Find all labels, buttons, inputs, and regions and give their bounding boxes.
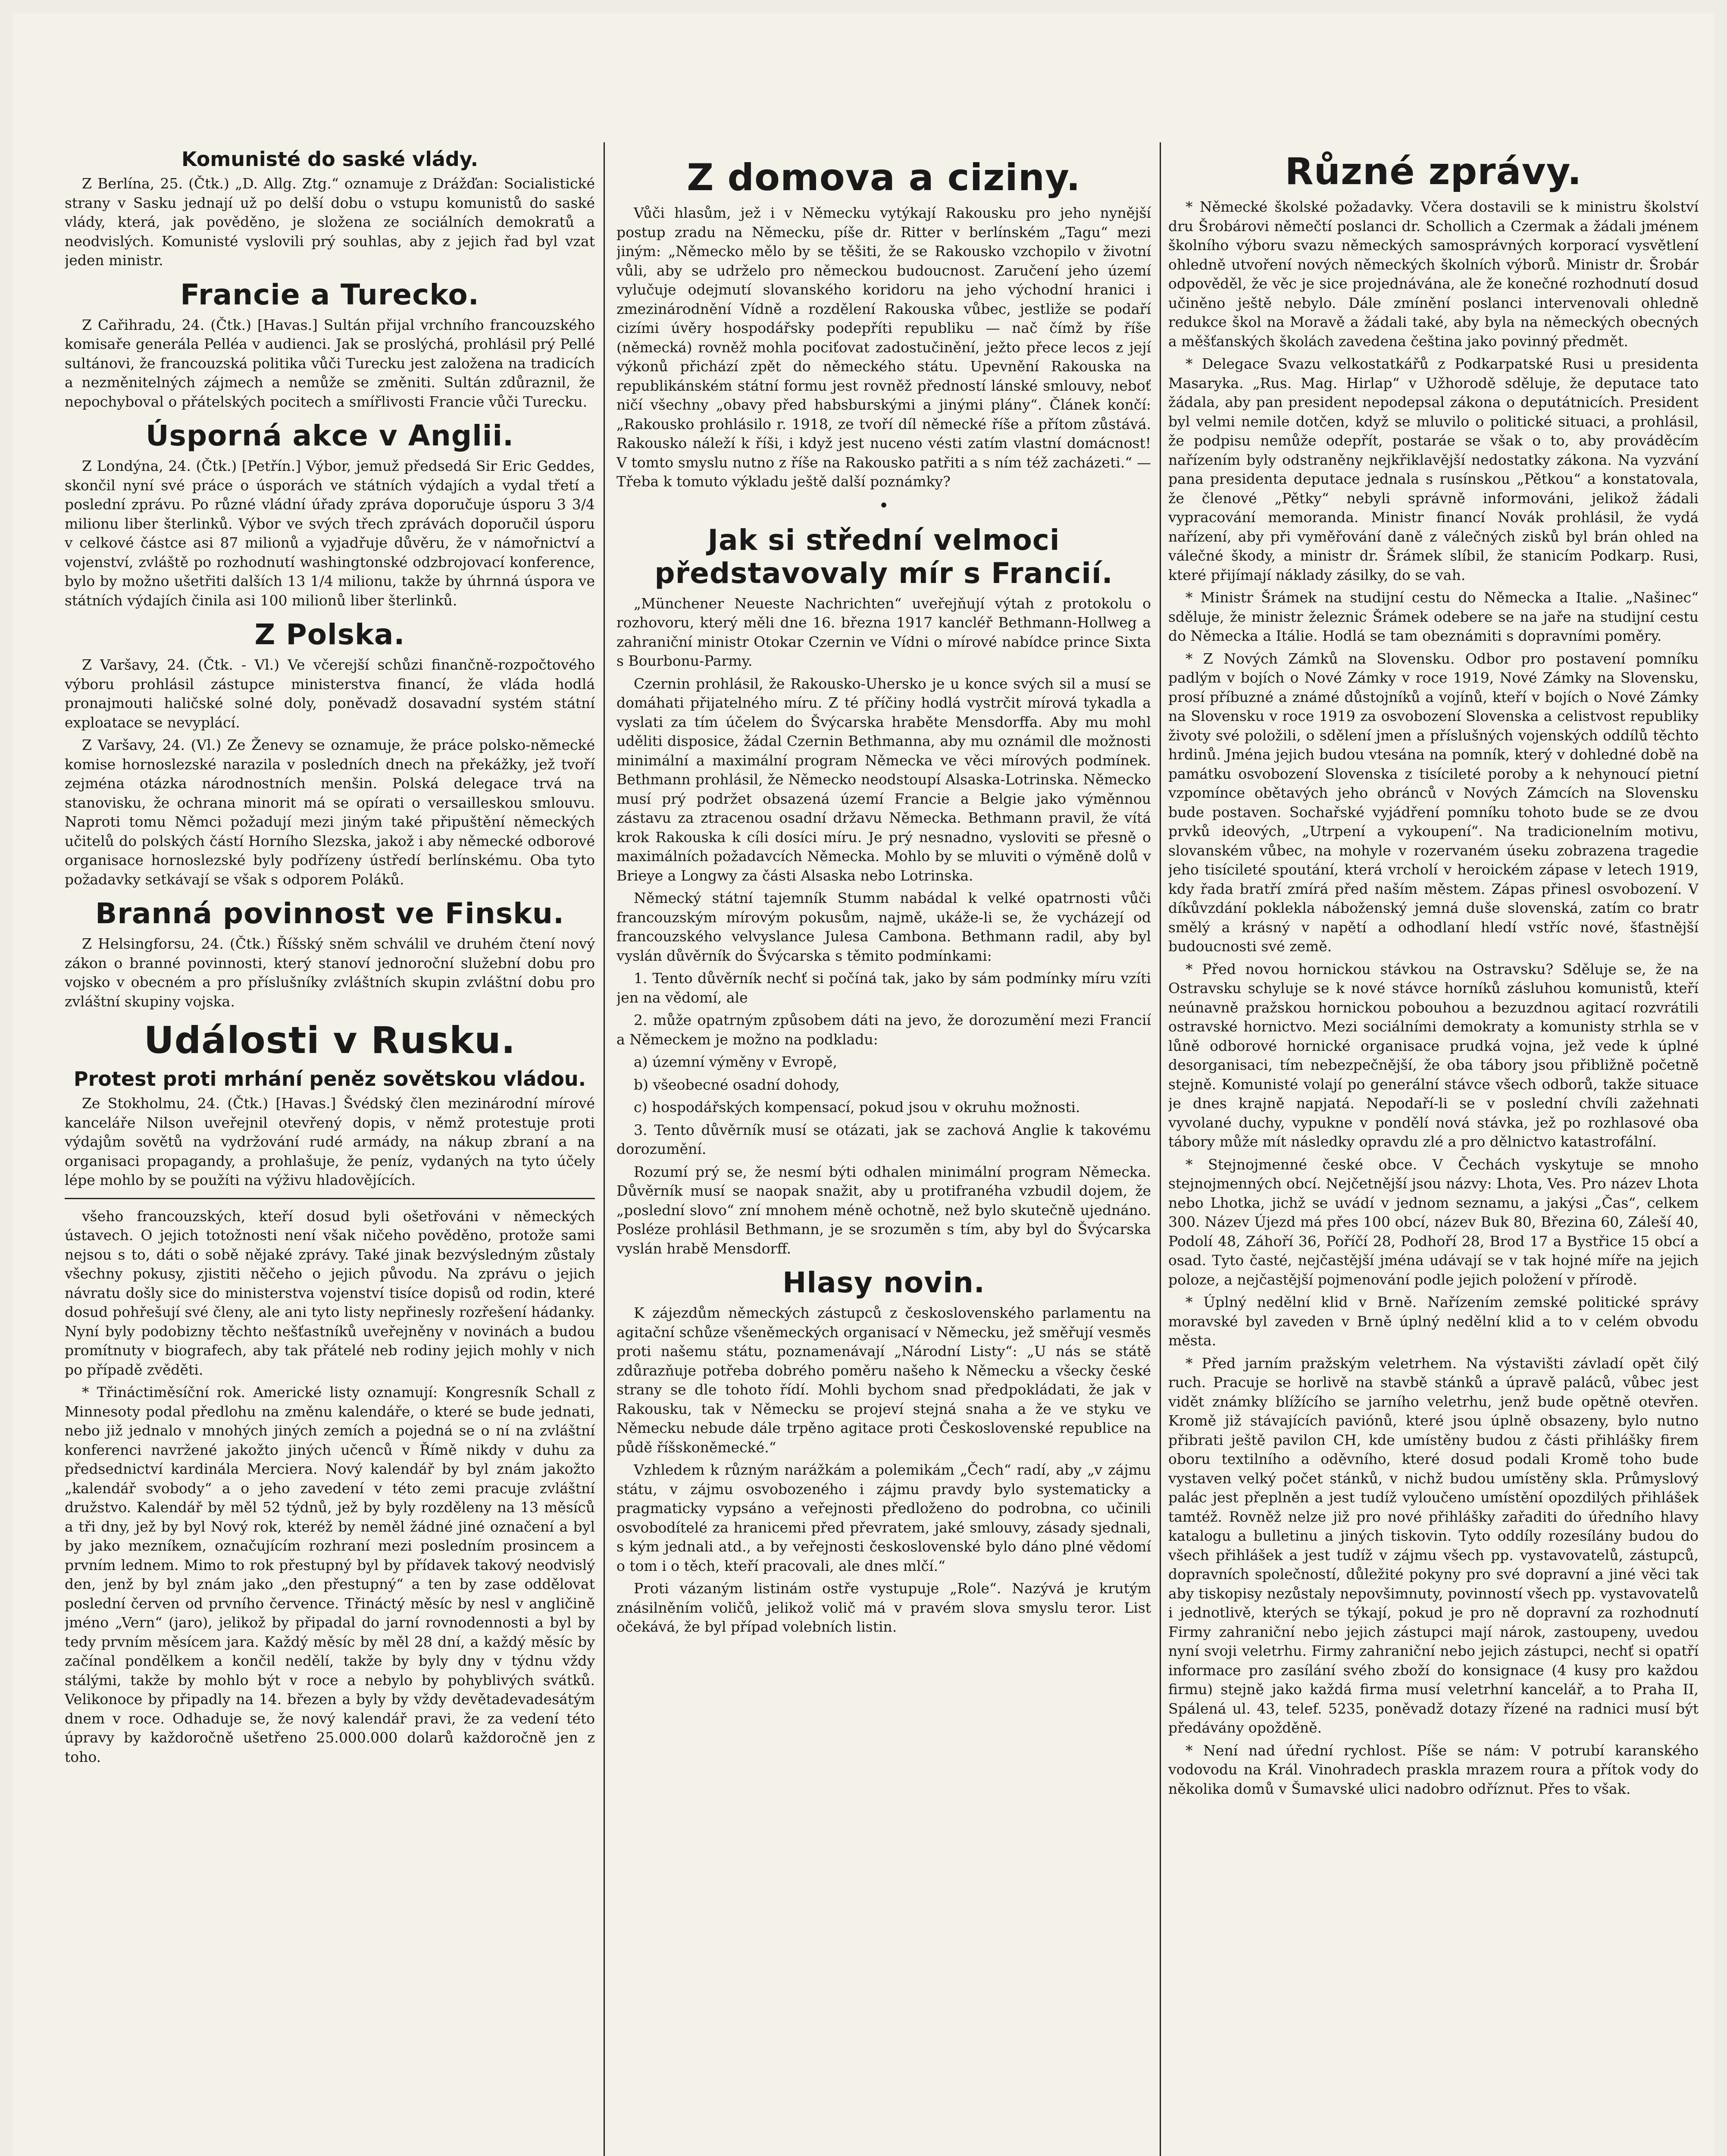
article-velmoci-5: 2. může opatrným způsobem dáti na jevo, že dorozumění mezi Francií a Německem je možno na podkladu: [616,1012,1151,1048]
article-zamky: * Z Nových Zámků na Slovensku. Odbor pro postavení pomníku padlým v bojích o Nové Zámky v roce 1919, Nové Zámky na Slovensku, prosí příbuzné a známé důstojníků a vojínů, kteří v bojích o Nové Zámky na Slovensku v roce 1919 za osvobození Slovenska a celistvost republiky životy své položili, o sdělení jmen a příslušných vojenských oddílů těchto hrdinů. Jména jejich budou vtesána na pomník, který v dohledné době na památku osvobození Slovenska z tisícileté poroby a k nehynoucí pietní vzpomínce obětavých jeho obránců v Nových Zámcích na Slovensku bude postaven. Sochařské vyjádření pomníku tohoto bude se ze dvou prvků ideových, „Utrpení a vykoupení“. Na tradicionelním motivu, slovanském vůbec, na mohyle v rozervaném úseku zobrazena tragedie jeho tisícileté spoutání, která vrcholí v heroickém zápase v letech 1919, kdy řada bratří zmírá před naším městem. Zápas přinesl osvobození. V díkůvzdání poklekla náboženský jemná duše slovenská, zatím co bratr smělý a krásný v napětí a odhodlaní hledí vstříc nové, šťastnější budoucnosti své země. [1168,650,1699,955]
column-right [1168,142,1699,2156]
heading-domova: Z domova a ciziny. [687,156,1081,199]
heading-ruzne: Různé zprávy. [1285,150,1582,193]
article-obce: * Stejnojmenné české obce. V Čechách vyskytuje se mnoho stejnojmenných obcí. Nejčetnější jsou názvy: Lhota, Ves. Pro název Lhota nebo Lhotka, jichž se uvádí v jednom seznamu, a jakýsi „Čas“, celkem 300. Název Újezd má přes 100 obcí, název Buk 80, Březina 60, Záleší 40, Podolí 48, Záhoří 36, Poříčí 28, Podhoří 28, Brod 17 a Bystřice 15 obcí a osad. Tyto časté, nejčastější jména udávají se v tak hojné míře na jejich poloze, a nejčastější pojmenování podle jejich položení v přírodě. [1168,1156,1699,1288]
article-hlasy-3: Proti vázaným listinám ostře vystupuje „Role“. Nazývá je krutým znásilněním voličů, jelikož volič má v pravém slova smyslu teror. List očekává, že byl případ volebních listin. [616,1580,1151,1635]
heading-anglie: Úsporná akce v Anglii. [145,419,514,452]
article-finsko: Z Helsingforsu, 24. (Čtk.) Říšský sněm schválil ve druhém čtení nový zákon o branné povinnosti, který stanoví jednoroční služební dobu pro vojsko v obecném a pro příslušníky zvláštních skupin zvláštní dobu pro zvláštní skupiny vojska. [65,935,595,1010]
article-velmoci-4: 1. Tento důvěrník nechť si počíná tak, jako by sám podmínky míru vzíti jen na vědomí, ale [616,970,1151,1006]
column-left [65,142,595,2156]
article-veletrh: * Před jarním pražským veletrhem. Na výstavišti závladí opět čilý ruch. Pracuje se horlivě na stavbě stánků a úpravě paláců, vůbec jest vidět známky blížícího se jarního veletrhu, jenž bude opětně otevřen. Kromě již stávajících paviónů, které jsou úplně obsazeny, bylo nutno přibrati ještě pavilon CH, kde umístěny budou z části přihlášky firem oboru textilního a oděvního, které dosud podali Kromě toho bude vystaven velký počet stánků, v nichž budou umístěny skla. Průmyslový palác jest přeplněn a jest tudíž vyloučeno umístění opozdilých přihlášek tamtéž. Rovněž nelze již pro nové přihlášky zařaditi do úředního hlavy katalogu a bulletinu a jiných tiskovin. Tyto oddíly rozesílány budou do všech přihlášek a jest tudíž v zájmu všech pp. vystavovatelů, zástupců, dopravních společností, důležité pokyny pro své dopravní a jiné věci tak aby tiskopisy nezůstaly nepovšimnuty, povinností všech pp. vystavovatelů i jednotlivě, kterých se týkají, pokud je pro ně dopravní za rozhodnutí Firmy zahraniční nebo jejich zástupci mají nárok, zastoupeny, uvedou nyní svoji veletrhu. Firmy zahraniční nebo jejich zástupci, nechť si opatří informace pro zasílání svého zboží do konsignace (4 kusy pro každou firmu) stejně jako každá firma musí veletrhní kancelář, a to Praha II, Spálená ul. 43, telef. 5235, poněvadž dotazy řízené na radnici musí být předávány opožděně. [1168,1354,1699,1736]
article-velmoci-7: b) všeobecné osadní dohody, [634,1076,840,1093]
article-hlasy-1: K zájezdům německých zástupců z československého parlamentu na agitační schůze všeněmeckých organisací v Německu, jež směřují vesměs proti našemu státu, poznamenávají „Národní Listy“: „U nás se státě zdůrazňuje potřeba dobrého poměru našeho k Německu a všecky české strany se dle tohoto řídí. Mohli bychom snad předpokládati, že jak v Rakousku, tak v Německu se projeví stejná snaha a že ve styku ve Německu nebude dále trpěno agitace proti Československé republice na půdě říšskoněmecké.“ [616,1304,1151,1456]
article-kalendar: * Třináctiměsíční rok. Americké listy oznamují: Kongresník Schall z Minnesoty podal předlohu na změnu kalendáře, o které se bude jednati, nebo již jednalo v mnohých jiných zemích a pojedná se o ní na zvláštní konferenci navržené jakožto jiných učenců v Římě nikdy v duhu za předsednictví kardinála Merciera. Nový kalendář by byl znám jakožto „kalendář svobody“ a o jeho zavedení v této zemi pracuje zvláštní družstvo. Kalendář by měl 52 týdnů, jež by byly rozděleny na 13 měsíců a tři dny, jež by byl Nový rok, kteréž by neměl žádné jiné označení a byl by jako mezníkem, označujícím rozhraní mezi posledním prosincem a prvním lednem. Mimo to rok přestupný byl by přídavek takový neodvislý den, jenž by byl znám jako „den přestupný“ a ten by zase oddělovat poslední červen od prvního července. Třináctý měsíc by nesl v angličině jméno „Vern“ (jaro), jelikož by připadal do jarní rovnodennosti a byl by tedy prvním měsícem jara. Každý měsíc by měl 28 dní, a každý měsíc by začínal pondělkem a končil nedělí, takže by byly dny v týdnu vždy stálými, takže by mohlo být v roce a nebylo by pohyblivých svátků. Velikonoce by připadly na 14. březen a byly by vždy devětadevadesátým dnem v roce. Odhaduje se, že nový kalendář pravi, že za vedení této úpravy by každoročně ušetřeno 25.000.000 dolarů každoročně jen z toho. [65,1384,595,1765]
article-hlasy-2: Vzhledem k různým narážkám a polemikám „Čech“ radí, aby „v zájmu státu, v zájmu osvobozeného i zájmu pravdy bylo systematicky a pragmaticky vypsáno a veřejnosti předloženo do podrobna, co učinili osvobodítelé za hranicemi před převratem, jaké smlouvy, zásady sjednali, s kým jednali atd., a by veřejnosti československé bylo dáno plné vědomí o tom i o těch, kteří pracovali, ale dnes mlčí.“ [616,1461,1151,1574]
article-polska-2: Z Varšavy, 24. (Vl.) Ze Ženevy se oznamuje, že práce polsko-německé komise hornoslezské narazila v posledních dnech na překážky, jež tvoří zejména otázka národnostních menšin. Polská delegace trvá na stanovisku, že ochrana minorit má se opírati o versailleskou smlouvu. Naproti tomu Němci požadují mezi jiným také připuštění německých učitelů do polských částí Horního Slezska, jakož i aby německé odborové organisace hornoslezské byly podřízeny ústředí berlínskému. Oba tyto požadavky setkávají se však s odporem Poláků. [65,736,595,888]
newspaper-page [13,13,1714,2156]
heading-polska: Z Polska. [254,618,405,651]
article-brno: * Úplný nedělní klid v Brně. Nařízením zemské politické správy moravské byl zaveden v Brně úplný nedělní klid a to v celém obvodu města. [1168,1294,1699,1349]
article-velmoci-8: c) hospodářských kompensací, pokud jsou v okruhu možnosti. [634,1099,1080,1116]
article-anglie: Z Londýna, 24. (Čtk.) [Petřín.] Výbor, jemuž předsedá Sir Eric Geddes, skončil nyní své práce o úsporách ve státních výdajích a vydal třetí a poslední zprávu. Po různé vládní úřady zpráva doporučuje úsporu 3 3/4 milionu liber šterlinků. Výbor ve svých třech zprávách doporučil úsporu v celkové částce asi 87 milionů a vyjadřuje důvěru, že v námořnictví a vojenství, zvláště po rozhodnutí washingtonské odzbrojovací konference, bylo by možno ušetřiti dalších 13 1/4 milionu, takže by úhrnná úspora ve státních výdajích činila asi 100 milionů liber šterlinků. [65,458,595,609]
separator-dot: • [879,495,889,516]
heading-francie: Francie a Turecko. [180,278,479,311]
article-domova: Vůči hlasům, jež i v Německu vytýkají Rakousku pro jeho nynější postup zradu na Německu, píše dr. Ritter v berlínském „Tagu“ mezi jiným: „Německo mělo by se těšiti, že se Rakousko vzchopilo v životní vůli, aby se udrželo pro německou budoucnost. Zaručení jeho území vylučuje odejmutí slovanského koridoru na jeho východní hranici i zmezinárodnění Vídně a rozdělení Rakouska vůbec, jestliže se podaří cizími úvěry hospodářsky podepříti republiku — nač čímž by říše (německá) rovněž mohla pociťovat zadostučinění, ježto přece lecos z její výkonů přichází zpět do německého státu. Upevnění Rakouska na republikánském státní formu jest rovněž předností lánské smlouvy, neboť ničí všechny „obavy před habsburskými a jinými plány“. Článek končí: „Rakousko prohlásilo r. 1918, ze tvoří díl německé říše a přítom zůstává. Rakousko náleží k říši, i když jest nuceno vésti zatím vlastní domácnost! V tomto smyslu nutno z říše na Rakousko patřiti a s ním též zacházeti.“ — Třeba k tomuto výkladu ještě další poznámky? [616,204,1151,490]
heading-rusko: Události v Rusku. [144,1019,516,1062]
article-ostrava: * Před novou hornickou stávkou na Ostravsku? Sděluje se, že na Ostravsku schyluje se k nové stávce horníků zásluhou komunistů, kteří neúnavně pražskou hornickou pobouhou a bezuzdnou agitací rozvrátili ostravské hornictvo. Mezi sociálními demokraty a komunisty strhla se v lůně odborové hornické organisace prudká vojna, jež vede k úplné desorganisaci, tím nebezpečnější, že oba tábory jsou přibližně početně stejně. Komunisté volají po generální stávce všech odborů, takže situace je dnes krajně napjatá. Nepodaří-li se v poslední chvíli zažehnati vyvolané duchy, vypukne v pondělí nová stávka, jež po rozhlasové oba tábory může mít následky opravdu zlé a pro dělnictvo katastrofální. [1168,960,1699,1150]
subheading-rusko: Protest proti mrhání peněz sovětskou vládou. [73,1067,586,1091]
article-velmoci-2: Czernin prohlásil, že Rakousko-Uhersko je u konce svých sil a musí se domáhati přijatelného míru. Z té příčiny hodlá vystrčit mírová tykadla a vyslati za tím účelem do Švýcarska hraběte Mensdorffa. Aby mu mohl uděliti disposice, žádal Czernin Bethmanna, aby mu oznámil dle možnosti minimální a maximální program Německa ve věci mírových podmínek. Bethmann prohlásil, že Německo neodstoupí Alsaska-Lotrinska. Německo musí prý podržet obsazená území Francie a Belgie jako výměnnou zástavu za ztracenou osadní državu Německa. Bethmann pravil, že vítá krok Rakouska k cíli dosíci míru. Je prý nesnadno, vysloviti se přesně o maximálních požadavcích Německa. Mohlo by se mluviti o výměně dolů v Brieye a Longwy za části Alsaska nebo Lotrinska. [616,675,1151,884]
article-rusko-2: všeho francouzských, kteří dosud byli ošetřováni v německých ústavech. O jejich totožnosti není však ničeho pověděno, protože sami nejsou s to, dáti o sobě nějaké zprávy. Také jinak bezvýsledným zůstaly všechny pokusy, zjistiti něčeho o jejich původu. Na zprávu o jejich návratu došly sice do ministerstva vojenství tisíce dopisů od rodin, které dosud pohřešují své členy, ale ani tyto listy nepřinesly rozřešení hádanky. Nyní byly podobizny těchto nešťastníků uveřejněny v novinách a budou promítnuty v biografech, aby tak přátelé neb rodiny jejich mohly v nich po případě zvěděti. [65,1207,595,1378]
article-skoly: * Německé školské požadavky. Včera dostavili se k ministru školství dru Šrobárovi němečtí poslanci dr. Schollich a Czermak a žádali jménem školního výboru svazu německých samosprávných korporací vysvětlení ohledně utvoření nových německých školních výborů. Ministr dr. Šrobár odpověděl, že věc je sice projednávána, ale že konečné rozhodnutí dosud učiněno ještě nebylo. Dále zmínění poslanci intervenovali ohledně redukce škol na Moravě a žádali také, aby byla na německých obecných a měšťanských školách zavedena čeština jako povinný předmět. [1168,198,1699,350]
article-velmoci-9: 3. Tento důvěrník musí se otázati, jak se zachová Anglie k takovému dorozumění. [616,1121,1151,1157]
heading-velmoci: Jak si střední velmoci představovaly mír s Francií. [654,523,1113,590]
article-rychlost: * Není nad úřední rychlost. Píše se nám: V potrubí karanského vodovodu na Král. Vinohradech praskla mrazem roura a přítok vody do několika domů v Šumavské ulici nadobro odříznut. Přes to však. [1168,1742,1699,1797]
column-middle [616,142,1151,2156]
article-velmoci-10: Rozumí prý se, že nesmí býti odhalen minimální program Německa. Důvěrník musí se naopak snažit, aby u protifranéha vzbudil dojem, že „poslední slovo“ zní mnohem méně ochotně, než bylo skutečně ujednáno. Posléze prohlásil Bethmann, je se srozuměn s tím, aby byl do Švýcarska vyslán hrabě Mensdorff. [616,1163,1151,1257]
divider [65,1198,595,1199]
heading-finsko: Branná povinnost ve Finsku. [95,897,564,930]
article-francie: Z Cařihradu, 24. (Čtk.) [Havas.] Sultán přijal vrchního francouzského komisaře generála Pelléa v audienci. Jak se proslýchá, prohlásil prý Pellé sultánovi, že francouzská politika vůči Turecku jest založena na tradicích a nezměnitelných zájmech a nemůže se změniti. Sultán zdůraznil, že nepochyboval o přátelských pocitech a smířlivosti Francie vůči Turecku. [65,316,595,410]
article-saske: Z Berlína, 25. (Čtk.) „D. Allg. Ztg.“ oznamuje z Drážďan: Socialistické strany v Sasku jednají už po delší dobu o vstupu komunistů do saské vlády, která, jak pověděno, je složena ze sociálních demokratů a neodvislých. Komunisté vyslovili prý souhlas, aby z jejich řad byl vzat jeden ministr. [65,175,595,269]
article-polska-1: Z Varšavy, 24. (Čtk. - Vl.) Ve včerejší schůzi finančně-rozpočtového výboru prohlásil zástupce ministerstva financí, že vláda hodlá pronajmouti haličské solné doly, poněvadž dosavadní systém státní exploatace se nevyplácí. [65,656,595,731]
article-velmoci-3: Německý státní tajemník Stumm nabádal k velké opatrnosti vůči francouzským mírovým pokusům, najmě, ukáže-li se, že vycházejí od francouzského velvyslance Julesa Cambona. Bethmann radil, aby byl vyslán důvěrník do Švýcarska s těmito podmínkami: [616,890,1151,964]
article-rus: * Delegace Svazu velkostatkářů z Podkarpatské Rusi u presidenta Masaryka. „Rus. Mag. Hirlap“ v Užhorodě sděluje, že deputace tato žádala, aby pan president nepodepsal zákona o deputátnicích. President byl velmi nemile dotčen, když se mluvilo o politické situaci, a prohlásil, že podpisu nemůže odepřít, postaráe se však o to, aby prováděcím nařízením byly odstraněny nejkřiklavější nedostatky zákona. Na vyzvání pana presidenta deputace jednala s rusínskou „Pětkou“ a konstatovala, že členové „Pětky“ nebyli správně informováni, jelikož žádali vypracování memoranda. Ministr financí Novák prohlásil, že vydá nařízení, aby při vyměřování daně z válečných zisků byl brán ohled na válečné škody, a ministr dr. Šrámek slíbil, že stanicím Podkarp. Rusi, které přijímají náklady zásilky, do se vah. [1168,355,1699,583]
heading-hlasy: Hlasy novin. [782,1266,985,1299]
heading-saske: Komunisté do saské vlády. [181,147,479,171]
article-velmoci-6: a) územní výměny v Evropě, [634,1053,837,1070]
article-sramek: * Ministr Šrámek na studijní cestu do Německa a Italie. „Našinec“ sděluje, že ministr železnic Šrámek odebere se na jaře na studijní cestu do Německa a Itálie. Hodlá se tam obeznámiti s dopravními poměry. [1168,589,1699,644]
column-rule [604,142,605,2156]
article-velmoci-1: „Münchener Neueste Nachrichten“ uveřejňují výtah z protokolu o rozhovoru, který měli dne 16. března 1917 kancléř Bethmann-Hollweg a zahraniční ministr Otokar Czernin ve Vídni o mírové nabídce prince Sixta s Bourbonu-Parmy. [616,595,1151,669]
column-rule [1160,142,1161,2156]
article-rusko-1: Ze Stokholmu, 24. (Čtk.) [Havas.] Švédský člen mezinárodní mírové kanceláře Nilson uveřejnil otevřený dopis, v němž protestuje proti výdajům sovětů na vydržování rudé armády, na nákup zbraní a na organisaci propagandy, a prohlašuje, že peníz, vydaných na tyto účely lépe mohlo by se použíti na výživu hladovějících. [65,1095,595,1188]
